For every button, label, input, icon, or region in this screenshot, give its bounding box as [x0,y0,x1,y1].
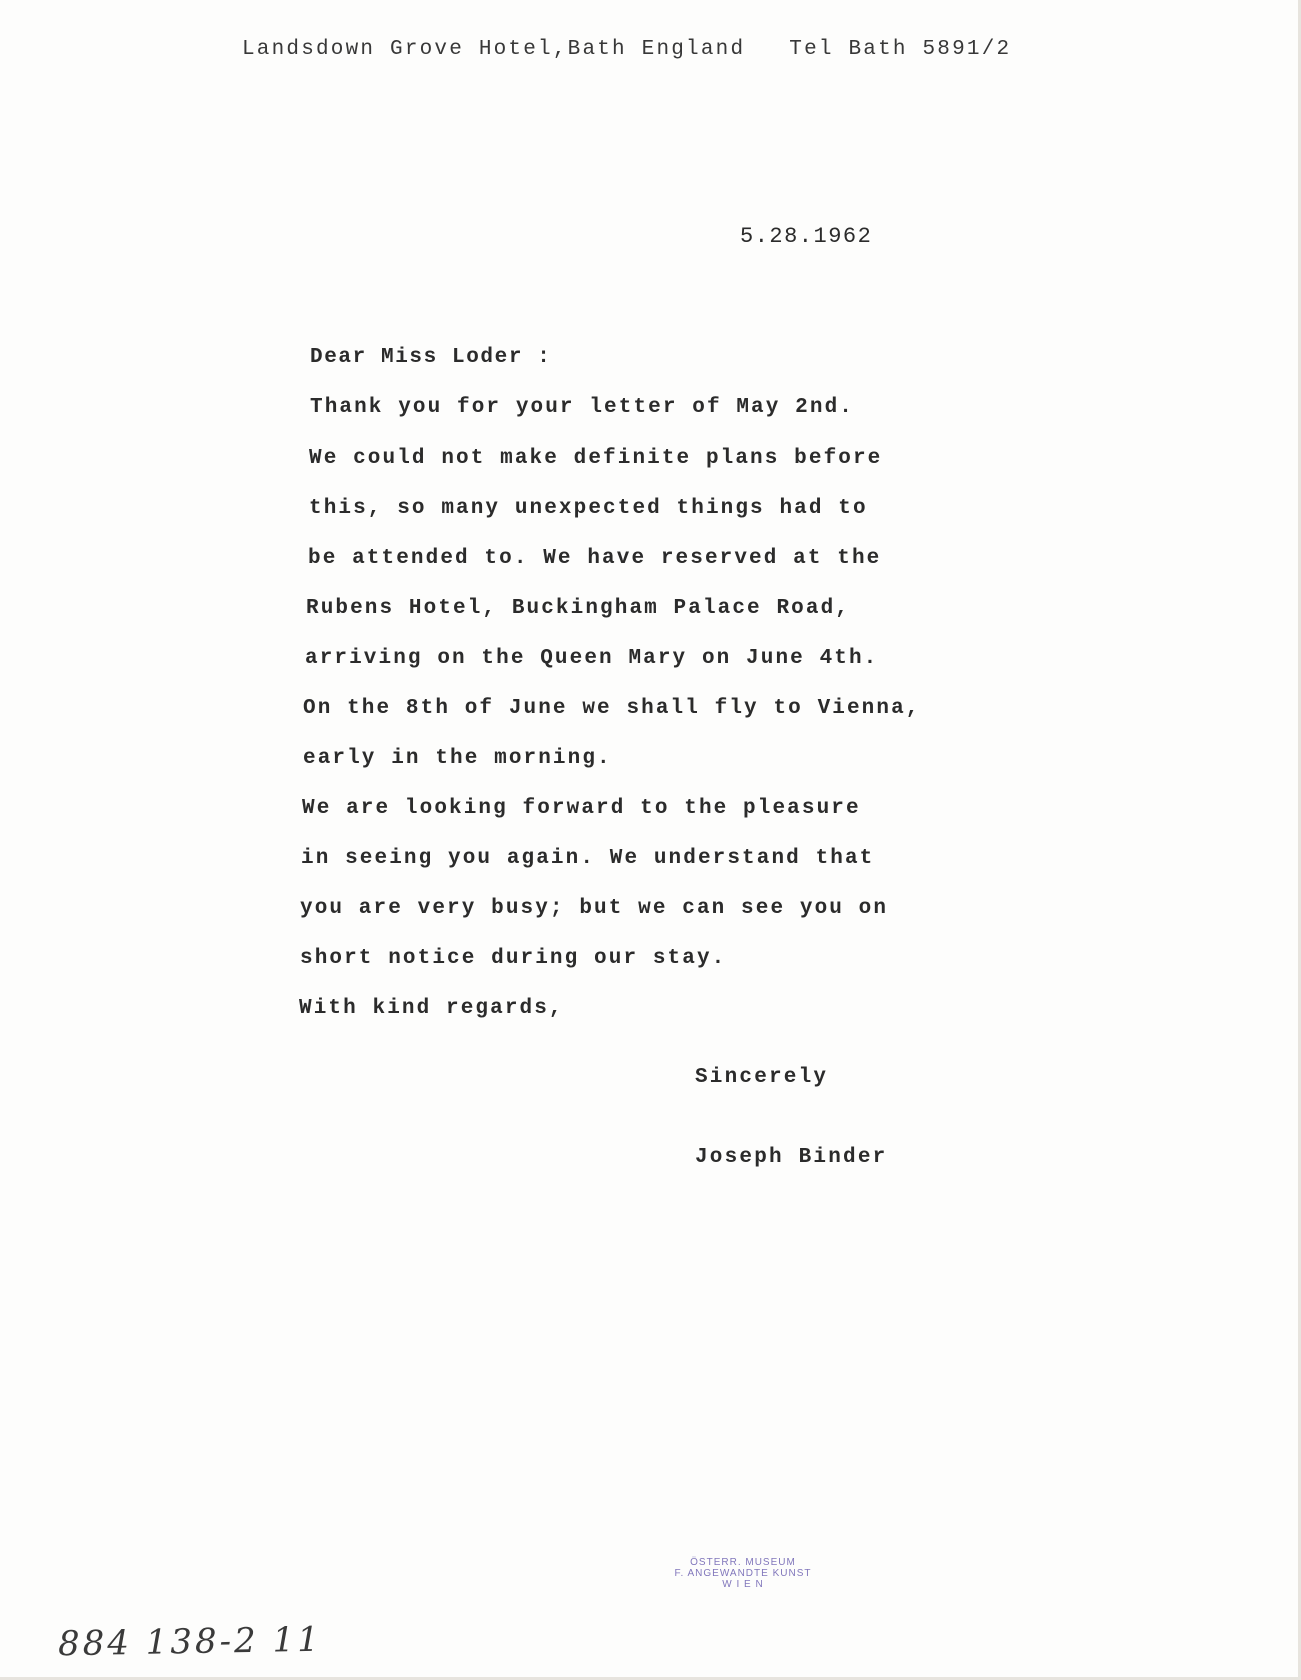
body-line: in seeing you again. We understand that [301,847,875,870]
salutation: Dear Miss Loder : [310,346,552,369]
body-line: arriving on the Queen Mary on June 4th. [305,647,879,670]
museum-stamp: ÖSTERR. MUSEUM F. ANGEWANDTE KUNST W I E N [674,1557,812,1590]
closing: Sincerely [695,1066,829,1089]
letterhead [242,38,1011,61]
body-line: Thank you for your letter of May 2nd. [310,396,854,419]
letter-date: 5.28.1962 [740,224,873,249]
body-line: We are looking forward to the pleasure [302,797,861,820]
body-line: be attended to. We have reserved at the [308,547,882,570]
letterhead-phone: Tel Bath 5891/2 [789,38,1012,61]
letterhead-address: Landsdown Grove Hotel,Bath England [242,38,746,61]
body-line: early in the morning. [303,747,612,770]
body-line: short notice during our stay. [300,947,727,970]
body-line: you are very busy; but we can see you on [300,897,889,920]
signature-name: Joseph Binder [695,1146,888,1169]
body-line: this, so many unexpected things had to [309,497,868,520]
body-line: With kind regards, [299,997,564,1020]
archive-number: 884 138-2 11 [57,1619,323,1665]
body-line: On the 8th of June we shall fly to Vienna, [303,697,921,720]
body-line: Rubens Hotel, Buckingham Palace Road, [306,597,850,620]
body-line: We could not make definite plans before [309,447,883,470]
